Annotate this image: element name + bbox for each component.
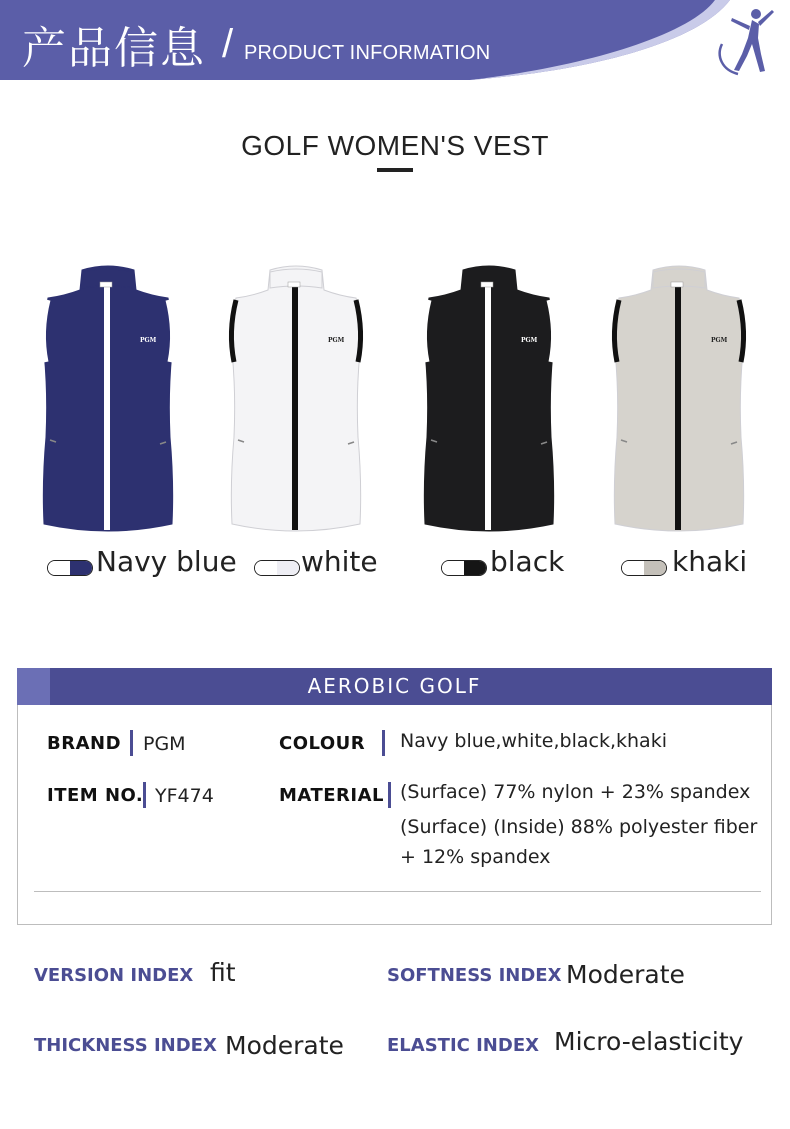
color-swatch-black[interactable] <box>441 560 487 576</box>
item-no-label: ITEM NO. <box>47 785 144 806</box>
color-label-black: black <box>490 545 565 578</box>
version-index-value: fit <box>210 958 236 987</box>
item-no-value: YF474 <box>155 785 214 807</box>
title-underline <box>377 168 413 172</box>
header-separator: / <box>222 22 234 66</box>
colour-divider <box>382 730 385 756</box>
color-label-navy: Navy blue <box>96 545 237 578</box>
thickness-index-value: Moderate <box>225 1031 344 1060</box>
material-divider <box>388 782 391 808</box>
svg-text:PGM: PGM <box>140 337 157 344</box>
color-label-white: white <box>301 545 378 578</box>
material-line-1: (Surface) 77% nylon + 23% spandex <box>400 781 751 803</box>
elastic-index-value: Micro-elasticity <box>554 1027 744 1056</box>
spec-section-header <box>17 668 772 705</box>
softness-index-label: SOFTNESS INDEX <box>387 965 562 986</box>
elastic-index-label: ELASTIC INDEX <box>387 1035 539 1056</box>
header-title-cn: 产品信息 <box>22 23 206 74</box>
color-swatch-navy[interactable] <box>47 560 93 576</box>
color-label-khaki: khaki <box>672 545 748 578</box>
colour-value: Navy blue,white,black,khaki <box>400 730 667 752</box>
header-title-en: PRODUCT INFORMATION <box>244 42 491 64</box>
material-label: MATERIAL <box>279 785 384 806</box>
vest-white <box>222 262 370 534</box>
vest-khaki <box>605 262 753 534</box>
product-title: GOLF WOMEN'S VEST <box>241 130 549 161</box>
colour-label: COLOUR <box>279 733 366 754</box>
svg-text:PGM: PGM <box>521 337 538 344</box>
spec-section-title: AEROBIC GOLF <box>307 674 482 698</box>
brand-value: PGM <box>143 733 186 755</box>
svg-text:PGM: PGM <box>328 337 345 344</box>
vest-navy <box>34 262 182 534</box>
item-no-divider <box>143 782 146 808</box>
brand-label: BRAND <box>47 733 122 754</box>
spec-divider-rule <box>34 891 761 892</box>
softness-index-value: Moderate <box>566 960 685 989</box>
color-swatch-white[interactable] <box>254 560 300 576</box>
golfer-silhouette-icon <box>712 4 778 76</box>
vest-black <box>415 262 563 534</box>
thickness-index-label: THICKNESS INDEX <box>34 1035 217 1056</box>
svg-text:PGM: PGM <box>711 337 728 344</box>
material-line-3: + 12% spandex <box>400 846 551 868</box>
version-index-label: VERSION INDEX <box>34 965 194 986</box>
color-swatch-khaki[interactable] <box>621 560 667 576</box>
material-line-2: (Surface) (Inside) 88% polyester fiber <box>400 816 758 838</box>
brand-divider <box>130 730 133 756</box>
header-banner <box>0 0 790 80</box>
